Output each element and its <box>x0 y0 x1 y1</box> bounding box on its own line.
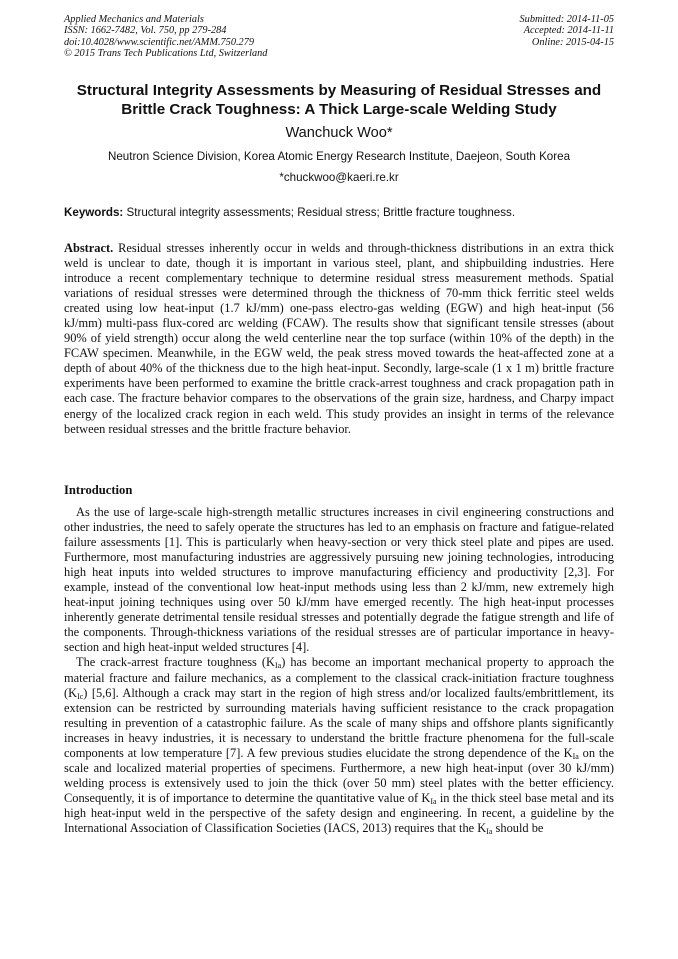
submitted-date: Submitted: 2014-11-05 <box>519 14 614 25</box>
subscript: Ia <box>572 751 579 761</box>
section-heading-introduction: Introduction <box>64 483 133 497</box>
intro-paragraph-1: As the use of large-scale high-strength metallic structures increases in civil engineering constructions and other industries, the need to safely operate the structures has led to an emphasis on fracture and fatigue-related failure assessments [1]. This is particularly when heavy-section or very thick steel plate and pipes are used. Furthermore, most manufacturing industries are aggressively pursuing new joining technologies, introducing high heat inputs into welded structures to improve manufacturing efficiency and productivity [2,3]. For example, instead of the conventional low heat-input methods using less than 2 kJ/mm, new extremely high heat-input joining techniques using over 50 kJ/mm have emerged recently. The high heat-input processes inherently generate detrimental tensile residual stresses and potentially degrade the fatigue strength and life of the components. Through-thickness variations of the residual stresses are of particular importance in heavy-section and high heat-input welded structures [4]. <box>64 505 614 655</box>
submission-dates <box>520 14 614 48</box>
text-run: in the thick steel base metal and its high heat-input weld in the perspective of the safety design and engineering. In recent, a guideline by the International Association of Classification Societies (IACS, 2013) requires that the K <box>64 790 614 835</box>
keywords-text: Structural integrity assessments; Residual stress; Brittle fracture toughness. <box>123 206 516 219</box>
accepted-date: Accepted: 2014-11-11 <box>523 25 614 37</box>
abstract <box>64 241 614 437</box>
text-run: on the scale and localized material properties of specimens. Furthermore, a new high heat-input (over 30 kJ/mm) welding process is extensively used to join the thick (over 50 mm) steel plates with the better efficiency. Consequently, it is of importance to determine the quantitative value of K <box>64 745 614 805</box>
online-date: Online: 2015-04-15 <box>531 36 614 48</box>
intro-paragraph-2 <box>64 655 614 836</box>
journal-issn: ISSN: 1662-7482, Vol. 750, pp 279-284 <box>64 25 227 37</box>
text-run: ) has become an important mechanical property to approach the material fracture and failure mechanics, as a complement to the classical crack-initiation fracture toughness (K <box>64 655 614 700</box>
author-email: *chuckwoo@kaeri.re.kr <box>279 171 399 184</box>
author-affiliation: Neutron Science Division, Korea Atomic Energy Research Institute, Daejeon, South Korea <box>107 150 571 163</box>
subscript: Ia <box>430 796 437 806</box>
keywords-label: Keywords: <box>64 206 124 219</box>
introduction-body <box>64 505 614 836</box>
text-run: The crack-arrest fracture toughness (K <box>76 655 275 670</box>
subscript: Ia <box>274 661 282 671</box>
text-run: should be <box>492 820 544 835</box>
abstract-text: Residual stresses inherently occur in welds and through-thickness distributions in an extra thick weld is unclear to date, though it is important in various steel, plant, and shipbuilding industries. Here introduce a recent complementary technique to determine residual stress measurement methods. Spatial variations of residual stresses were determined through the thickness of 70-mm thick ferritic steel welds created using low heat-input (1.7 kJ/mm) one-pass electro-gas welding (EGW) and high heat-input (56 kJ/mm) multi-pass flux-cored arc welding (FCAW). The results show that significant tensile stresses (about 90% of yield strength) occur along the weld centerline near the top surface (within 10% of the depth) in the FCAW specimen. Meanwhile, in the EGW weld, the peak stress moved towards the heat-affected zone at a depth of about 40% of the thickness due to the high heat-input. Secondly, large-scale (1 x 1 m) brittle fracture experiments have been performed to examine the brittle crack-arrest toughness and crack propagation path in each case. The fracture behavior compares to the observations of the grain size, hardness, and Charpy impact energy of the localized crack region in each weld. This study provides an insight in terms of the relevance between residual stresses and the brittle fracture behavior. <box>64 241 614 436</box>
subscript: Ia <box>486 826 493 836</box>
paper-title <box>40 81 638 119</box>
author-name: Wanchuck Woo* <box>285 125 393 141</box>
text-run: ) [5,6]. Although a crack may start in the region of high stress and/or localized faults/embrittlement, its extension can be restricted by surrounding materials having sufficient resistance to the crack propagation resulting in prevention of a catastrophic failure. As the scale of many ships and offshore plants significantly increases in heavy industries, it is necessary to understand the brittle fracture phenomena for the full-scale components at low temperature [7]. A few previous studies elucidate the strong dependence of the K <box>64 685 614 760</box>
journal-name: Applied Mechanics and Materials <box>64 14 204 25</box>
journal-copyright: © 2015 Trans Tech Publications Ltd, Switzerland <box>64 48 268 60</box>
journal-header <box>64 14 267 60</box>
title-line-1: Structural Integrity Assessments by Measuring of Residual Stresses and <box>76 82 602 99</box>
subscript: Ic <box>77 691 84 701</box>
title-line-2: Brittle Crack Toughness: A Thick Large-scale Welding Study <box>121 101 557 118</box>
abstract-label: Abstract. <box>64 241 114 255</box>
keywords <box>64 206 624 220</box>
journal-doi: doi:10.4028/www.scientific.net/AMM.750.279 <box>64 36 254 48</box>
